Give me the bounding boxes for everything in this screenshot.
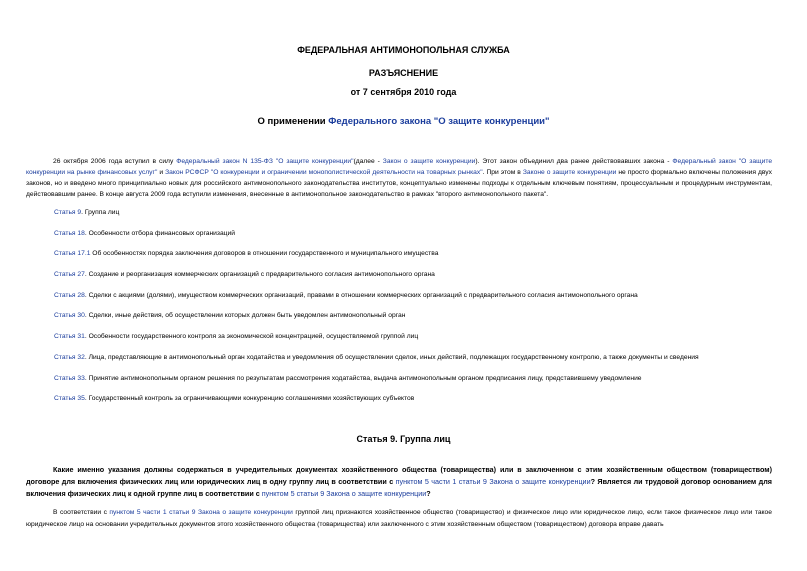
toc-text: . Принятие антимонопольным органом решения по результатам рассмотрения ходатайства, выдача антимонопольным органом предписания лицу, представившему уведомление <box>84 375 642 382</box>
toc-link[interactable]: Статья 9 <box>54 209 82 216</box>
intro-text: . При этом в <box>482 169 523 176</box>
toc-text: . Особенности отбора финансовых организаций <box>84 230 235 237</box>
toc-item <box>54 229 794 238</box>
law-link[interactable]: Федерального закона "О защите конкуренции" <box>328 116 550 127</box>
toc-link[interactable]: Статья 32 <box>54 354 85 361</box>
rsfsr-law-link[interactable]: Закон РСФСР "О конкуренции и ограничении монополистической деятельности на товарных рынках" <box>165 169 483 176</box>
toc-item <box>54 374 794 383</box>
toc-link[interactable]: Статья 33 <box>54 375 85 382</box>
toc-item <box>54 332 794 341</box>
document-subject <box>0 116 807 127</box>
document-date: от 7 сентября 2010 года <box>350 87 457 97</box>
article-9-link[interactable]: пунктом 5 статьи 9 Закона о защите конкуренции <box>261 489 427 498</box>
intro-text: ). Этот закон объединил два ранее действовавших закона - <box>475 158 673 165</box>
answer-paragraph <box>26 507 772 531</box>
toc-link[interactable]: Статья 35 <box>54 395 85 402</box>
competition-law-link[interactable]: Закон о защите конкуренции <box>382 158 476 165</box>
toc-item <box>54 353 794 362</box>
competition-law-link[interactable]: Законе о защите конкуренции <box>522 169 617 176</box>
article-9-link[interactable]: пунктом 5 части 1 статьи 9 Закона о защите конкуренции <box>395 477 591 486</box>
toc-link[interactable]: Статья 18 <box>54 230 85 237</box>
intro-text: не просто формально включены положения двух законов, но и введено много принципиально новых для российского антимонопольного законодательства институтов, концептуально изменены подходы к отдельным ключевым понятиям, процессуальным и процедурным инструментам, действовавшим ранее. В конце августа 2009 года вступили изменения, внесенные в антимонопольное законодательство в рамках "второго антимонопольного пакета". <box>26 169 772 198</box>
answer-text: группой лиц признаются хозяйственное общество (товарищество) и физическое лицо или юридическое лицо, если такое физическое лицо или такое юридическое лицо на основании учредительных документов этого хозяйственного общества (товарищества) или заключенного с этим хозяйственным обществом (товариществом) договора вправе давать <box>26 509 772 528</box>
document-type: РАЗЪЯСНЕНИЕ <box>368 68 439 78</box>
toc-link[interactable]: Статья 17.1 <box>54 250 91 257</box>
toc-text: . Создание и реорганизация коммерческих организаций с предварительного согласия антимонопольного органа <box>84 271 435 278</box>
toc-link[interactable]: Статья 31 <box>54 333 85 340</box>
toc-text: . Особенности государственного контроля за экономической концентрацией, осуществляемой группой лиц <box>84 333 419 340</box>
question-text: Какие именно указания должны содержаться в учредительных документах хозяйственного общества (товарищества) или в заключенном с этим хозяйственным обществом (товариществом) договоре для включения физических лиц или юридических лиц в одну группу лиц в соответствии с <box>26 465 772 486</box>
question-paragraph <box>26 464 772 500</box>
toc-text: . Государственный контроль за ограничивающими конкуренцию соглашениями хозяйствующих субъектов <box>84 395 415 402</box>
toc-text: . Группа лиц <box>81 209 120 216</box>
toc-item <box>54 270 794 279</box>
toc-item <box>54 394 794 403</box>
intro-text: (далее - <box>353 158 383 165</box>
financial-services-law-link[interactable]: Федеральный закон "О защите конкуренции на рынке финансовых услуг" <box>26 158 773 176</box>
toc-text: . Сделки, иные действия, об осуществлении которых должен быть уведомлен антимонопольный орган <box>84 312 406 319</box>
intro-paragraph <box>26 156 772 200</box>
answer-text: В соответствии с <box>53 509 110 516</box>
question-text: ? Является ли трудовой договор основанием для включения физических лиц к одной группе лиц в соответствии с <box>26 477 772 498</box>
toc-item <box>54 249 794 258</box>
toc-link[interactable]: Статья 27 <box>54 271 85 278</box>
toc-item <box>54 311 794 320</box>
law-135fz-link[interactable]: Федеральный закон N 135-ФЗ "О защите конкуренции" <box>176 158 354 165</box>
article-9-link[interactable]: пунктом 5 части 1 статьи 9 Закона о защите конкуренции <box>109 509 293 516</box>
question-text: ? <box>426 489 431 498</box>
toc-text: Об особенностях порядка заключения договоров в отношении государственного и муниципального имущества <box>90 250 439 257</box>
toc-text: . Лица, представляющие в антимонопольный орган ходатайства и уведомления об осуществлении сделок, иных действий, подлежащих государственному контролю, а также документы и сведения <box>84 354 699 361</box>
section-title: Статья 9. Группа лиц <box>356 434 451 444</box>
intro-text: и <box>157 169 166 176</box>
toc-link[interactable]: Статья 28 <box>54 292 85 299</box>
subject-prefix: О применении <box>257 116 329 127</box>
toc-item <box>54 291 794 300</box>
intro-text: 26 октября 2006 года вступил в силу <box>53 158 177 165</box>
toc-link[interactable]: Статья 30 <box>54 312 85 319</box>
toc-item <box>54 208 794 217</box>
agency-title: ФЕДЕРАЛЬНАЯ АНТИМОНОПОЛЬНАЯ СЛУЖБА <box>297 45 510 55</box>
toc-text: . Сделки с акциями (долями), имуществом коммерческих организаций, правами в отношении коммерческих организаций с предварительного согласия антимонопольного органа <box>84 292 638 299</box>
